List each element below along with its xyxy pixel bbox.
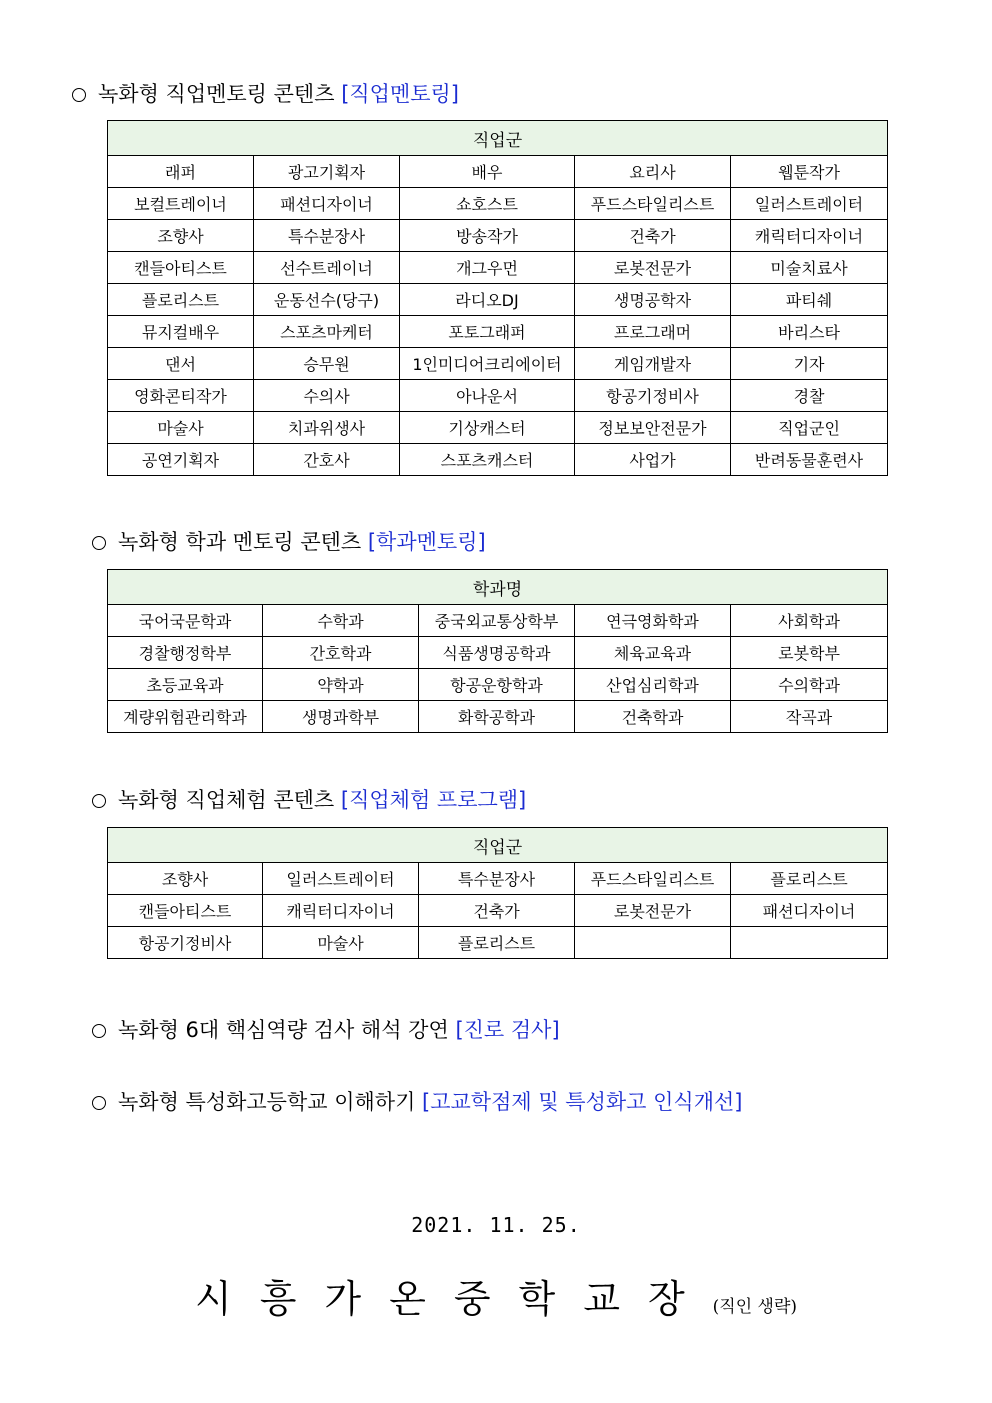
- table-cell: 로봇전문가: [575, 895, 731, 927]
- table-cell: 정보보안전문가: [575, 412, 731, 444]
- document-date: 2021. 11. 25.: [411, 1213, 581, 1237]
- table-cell: [575, 927, 731, 959]
- job-experience-table: [107, 827, 888, 959]
- heading-text: 녹화형 6대 핵심역량 검사 해석 강연: [118, 1018, 449, 1042]
- table-cell: 특수분장사: [419, 863, 575, 895]
- table-cell: 푸드스타일리스트: [575, 863, 731, 895]
- table-cell: 건축가: [419, 895, 575, 927]
- table-cell: 스포츠마케터: [254, 316, 400, 348]
- table-cell: 직업군인: [731, 412, 888, 444]
- table-cell: 항공기정비사: [108, 927, 263, 959]
- table-cell: 반려동물훈련사: [731, 444, 888, 476]
- circle-bullet-icon: [92, 794, 106, 808]
- table-cell: 방송작가: [400, 220, 575, 252]
- table-cell: 수의학과: [731, 669, 888, 701]
- section-heading-dept-mentoring: [92, 528, 486, 556]
- table-cell: 요리사: [575, 156, 731, 188]
- table-cell: 경찰: [731, 380, 888, 412]
- table-cell: 식품생명공학과: [419, 637, 575, 669]
- table-row: [108, 444, 888, 476]
- heading-highlight: [진로 검사]: [455, 1018, 560, 1042]
- table-cell: 조향사: [108, 220, 254, 252]
- table-cell: 플로리스트: [419, 927, 575, 959]
- table-row: [108, 316, 888, 348]
- circle-bullet-icon: [92, 1096, 106, 1110]
- table-cell: 화학공학과: [419, 701, 575, 733]
- table-cell: 건축가: [575, 220, 731, 252]
- table-cell: 개그우먼: [400, 252, 575, 284]
- table-cell: 산업심리학과: [575, 669, 731, 701]
- table-cell: 패션디자이너: [731, 895, 888, 927]
- section-heading-job-experience: [92, 786, 526, 814]
- table-cell: 일러스트레이터: [731, 188, 888, 220]
- table-cell: 패션디자이너: [254, 188, 400, 220]
- seal-omitted-note: (직인 생략): [712, 1297, 798, 1317]
- table-cell: 포토그래퍼: [400, 316, 575, 348]
- table-cell: 캐릭터디자이너: [263, 895, 419, 927]
- table-cell: 국어국문학과: [108, 605, 263, 637]
- signature-line: [0, 1268, 992, 1323]
- table-cell: 캔들아티스트: [108, 895, 263, 927]
- table-cell: 로봇전문가: [575, 252, 731, 284]
- table-cell: 간호사: [254, 444, 400, 476]
- table-cell: 파티쉐: [731, 284, 888, 316]
- table-cell: 웹툰작가: [731, 156, 888, 188]
- table-cell: 게임개발자: [575, 348, 731, 380]
- table-cell: 래퍼: [108, 156, 254, 188]
- table-cell: 캐릭터디자이너: [731, 220, 888, 252]
- school-principal-name: 시흥가온중학교장: [194, 1277, 713, 1321]
- table-cell: 경찰행정학부: [108, 637, 263, 669]
- table-cell: 기자: [731, 348, 888, 380]
- table-cell: 특수분장사: [254, 220, 400, 252]
- table-row: [108, 412, 888, 444]
- table-cell: 배우: [400, 156, 575, 188]
- table-cell: 공연기획자: [108, 444, 254, 476]
- table-cell: 마술사: [263, 927, 419, 959]
- circle-bullet-icon: [92, 536, 106, 550]
- table-cell: 운동선수(당구): [254, 284, 400, 316]
- heading-highlight: [직업체험 프로그램]: [340, 788, 527, 812]
- table-row: [108, 701, 888, 733]
- table-cell: 생명과학부: [263, 701, 419, 733]
- section-heading-job-mentoring: [72, 80, 459, 108]
- heading-text: 녹화형 학과 멘토링 콘텐츠: [118, 530, 362, 554]
- table-cell: 계량위험관리학과: [108, 701, 263, 733]
- table-row: [108, 669, 888, 701]
- heading-text: 녹화형 직업체험 콘텐츠: [118, 788, 335, 812]
- dept-mentoring-table: [107, 569, 888, 733]
- table-row: [108, 927, 888, 959]
- job-mentoring-table: [107, 120, 888, 476]
- table-cell: 치과위생사: [254, 412, 400, 444]
- table-cell: 쇼호스트: [400, 188, 575, 220]
- section-heading-specialized-highschool: [92, 1088, 742, 1116]
- table-cell: 일러스트레이터: [263, 863, 419, 895]
- table-cell: 뮤지컬배우: [108, 316, 254, 348]
- table-row: [108, 380, 888, 412]
- table-cell: 바리스타: [731, 316, 888, 348]
- table-cell: 아나운서: [400, 380, 575, 412]
- table-cell: 캔들아티스트: [108, 252, 254, 284]
- table-cell: 사업가: [575, 444, 731, 476]
- heading-text: 녹화형 특성화고등학교 이해하기: [118, 1090, 416, 1114]
- heading-highlight: [고교학점제 및 특성화고 인식개선]: [422, 1090, 743, 1114]
- table-cell: 사회학과: [731, 605, 888, 637]
- table-row: [108, 252, 888, 284]
- table-cell: 중국외교통상학부: [419, 605, 575, 637]
- table-cell: 초등교육과: [108, 669, 263, 701]
- table-cell: 스포츠캐스터: [400, 444, 575, 476]
- table-cell: 체육교육과: [575, 637, 731, 669]
- table-row: [108, 605, 888, 637]
- table-row: [108, 188, 888, 220]
- heading-highlight: [직업멘토링]: [341, 82, 460, 106]
- table-cell: 생명공학자: [575, 284, 731, 316]
- circle-bullet-icon: [72, 88, 86, 102]
- table-cell: 플로리스트: [731, 863, 888, 895]
- table-cell: 영화콘티작가: [108, 380, 254, 412]
- table-cell: 선수트레이너: [254, 252, 400, 284]
- table-cell: 미술치료사: [731, 252, 888, 284]
- table-cell: 마술사: [108, 412, 254, 444]
- table-cell: 프로그래머: [575, 316, 731, 348]
- table-cell: 라디오DJ: [400, 284, 575, 316]
- table-cell: 수의사: [254, 380, 400, 412]
- table-cell: 약학과: [263, 669, 419, 701]
- table-cell: [731, 927, 888, 959]
- table-cell: 작곡과: [731, 701, 888, 733]
- table-cell: 승무원: [254, 348, 400, 380]
- table-cell: 기상캐스터: [400, 412, 575, 444]
- table-row: [108, 895, 888, 927]
- heading-text: 녹화형 직업멘토링 콘텐츠: [98, 82, 335, 106]
- table-header: 직업군: [108, 828, 888, 863]
- table-cell: 간호학과: [263, 637, 419, 669]
- table-row: [108, 220, 888, 252]
- table-row: [108, 863, 888, 895]
- table-row: [108, 156, 888, 188]
- heading-highlight: [학과멘토링]: [367, 530, 486, 554]
- table-cell: 건축학과: [575, 701, 731, 733]
- table-cell: 푸드스타일리스트: [575, 188, 731, 220]
- table-cell: 항공운항학과: [419, 669, 575, 701]
- table-header: 학과명: [108, 570, 888, 605]
- table-cell: 댄서: [108, 348, 254, 380]
- table-cell: 조향사: [108, 863, 263, 895]
- table-cell: 연극영화학과: [575, 605, 731, 637]
- table-cell: 광고기획자: [254, 156, 400, 188]
- table-row: [108, 637, 888, 669]
- section-heading-competency-test: [92, 1016, 560, 1044]
- table-header: 직업군: [108, 121, 888, 156]
- table-row: [108, 348, 888, 380]
- table-cell: 수학과: [263, 605, 419, 637]
- table-cell: 1인미디어크리에이터: [400, 348, 575, 380]
- table-cell: 보컬트레이너: [108, 188, 254, 220]
- table-row: [108, 284, 888, 316]
- table-cell: 항공기정비사: [575, 380, 731, 412]
- table-cell: 플로리스트: [108, 284, 254, 316]
- circle-bullet-icon: [92, 1024, 106, 1038]
- table-cell: 로봇학부: [731, 637, 888, 669]
